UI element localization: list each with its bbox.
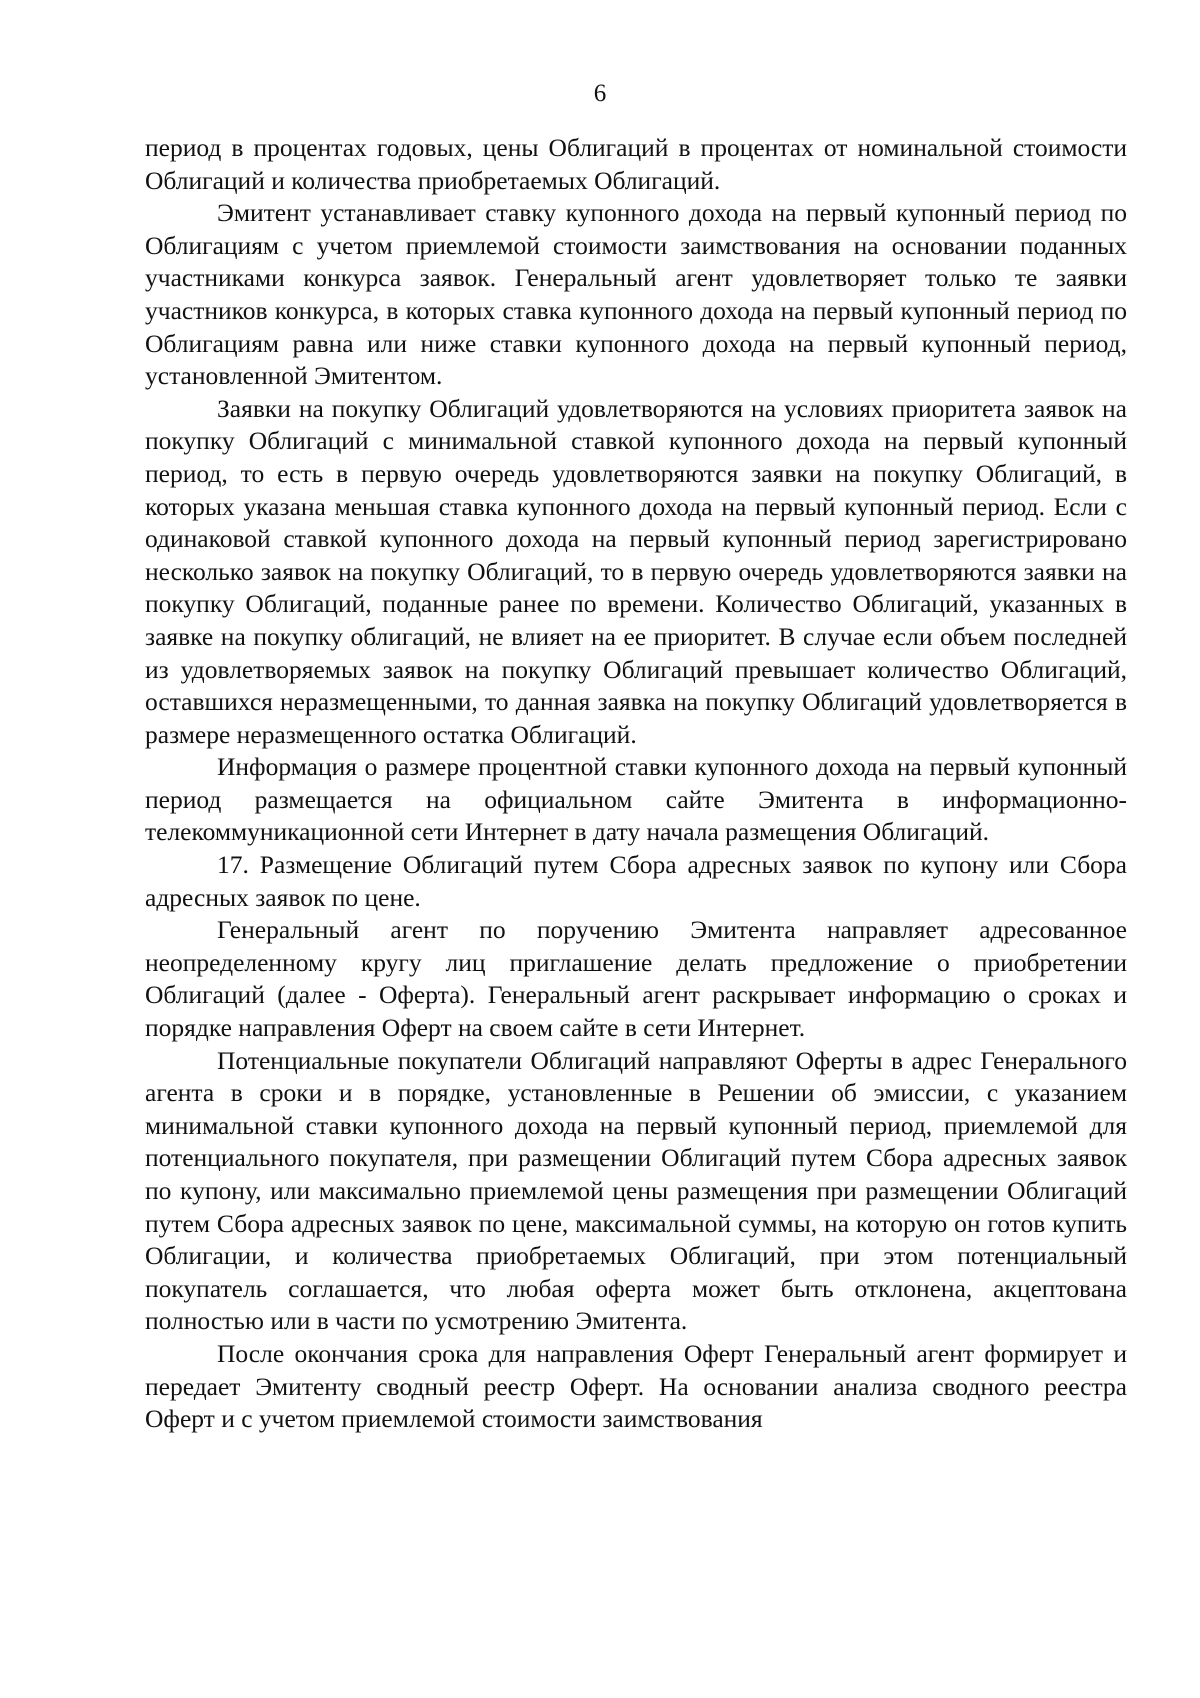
paragraph-offers: Потенциальные покупатели Облигаций направляют Оферты в адрес Генерального агента в сроки и в порядке, установленные в Решении об эмиссии, с указанием минимальной ставки купонного дохода на первый купонный период, приемлемой для потенциального покупателя, при размещении Облигаций путем Сбора адресных заявок по купону, или максимально приемлемой цены размещения при размещении Облигаций путем Сбора адресных заявок по цене, максимальной суммы, на которую он готов купить Облигации, и количества приобретаемых Облигаций, при этом потенциальный покупатель соглашается, что любая оферта может быть отклонена, акцептована полностью или в части по усмотрению Эмитента. [145,1045,1127,1336]
paragraph-offer-invitation: Генеральный агент по поручению Эмитента направляет адресованное неопределенному кругу лиц приглашение делать предложение о приобретении Облигаций (далее - Оферта). Генеральный агент раскрывает информацию о сроках и порядке направления Оферт на своем сайте в сети Интернет. [145,915,1127,1043]
page-number: 6 [593,80,607,107]
paragraph-priority: Заявки на покупку Облигаций удовлетворяются на условиях приоритета заявок на покупку Облигаций с минимальной ставкой купонного дохода на первый купонный период, то есть в первую очередь удовлетворяются заявки на покупку Облигаций, в которых указана меньшая ставка купонного дохода на первый купонный период. Если с одинаковой ставкой купонного дохода на первый купонный период зарегистрировано несколько заявок на покупку Облигаций, то в первую очередь удовлетворяются заявки на покупку Облигаций, поданные ранее по времени. Количество Облигаций, указанных в заявке на покупку облигаций, не влияет на ее приоритет. В случае если объем последней из удовлетворяемых заявок на покупку Облигаций превышает количество Облигаций, оставшихся неразмещенными, то данная заявка на покупку Облигаций удовлетворяется в размере неразмещенного остатка Облигаций. [145,393,1127,749]
document-body [145,132,1127,1436]
paragraph-disclosure: Информация о размере процентной ставки купонного дохода на первый купонный период размещается на официальном сайте Эмитента в информационно-телекоммуникационной сети Интернет в дату начала размещения Облигаций. [145,752,1127,847]
section-17-heading: 17. Размещение Облигаций путем Сбора адресных заявок по купону или Сбора адресных заявок по цене. [145,850,1127,912]
paragraph-coupon-rate: Эмитент устанавливает ставку купонного дохода на первый купонный период по Облигациям с учетом приемлемой стоимости заимствования на основании поданных участниками конкурса заявок. Генеральный агент удовлетворяет только те заявки участников конкурса, в которых ставка купонного дохода на первый купонный период по Облигациям равна или ниже ставки купонного дохода на первый купонный период, установленной Эмитентом. [145,198,1127,391]
paragraph-registry: После окончания срока для направления Оферт Генеральный агент формирует и передает Эмитенту сводный реестр Оферт. На основании анализа сводного реестра Оферт и с учетом приемлемой стоимости заимствования [145,1338,1127,1434]
paragraph-continuation: период в процентах годовых, цены Облигаций в процентах от номинальной стоимости Облигаций и количества приобретаемых Облигаций. [145,133,1127,195]
